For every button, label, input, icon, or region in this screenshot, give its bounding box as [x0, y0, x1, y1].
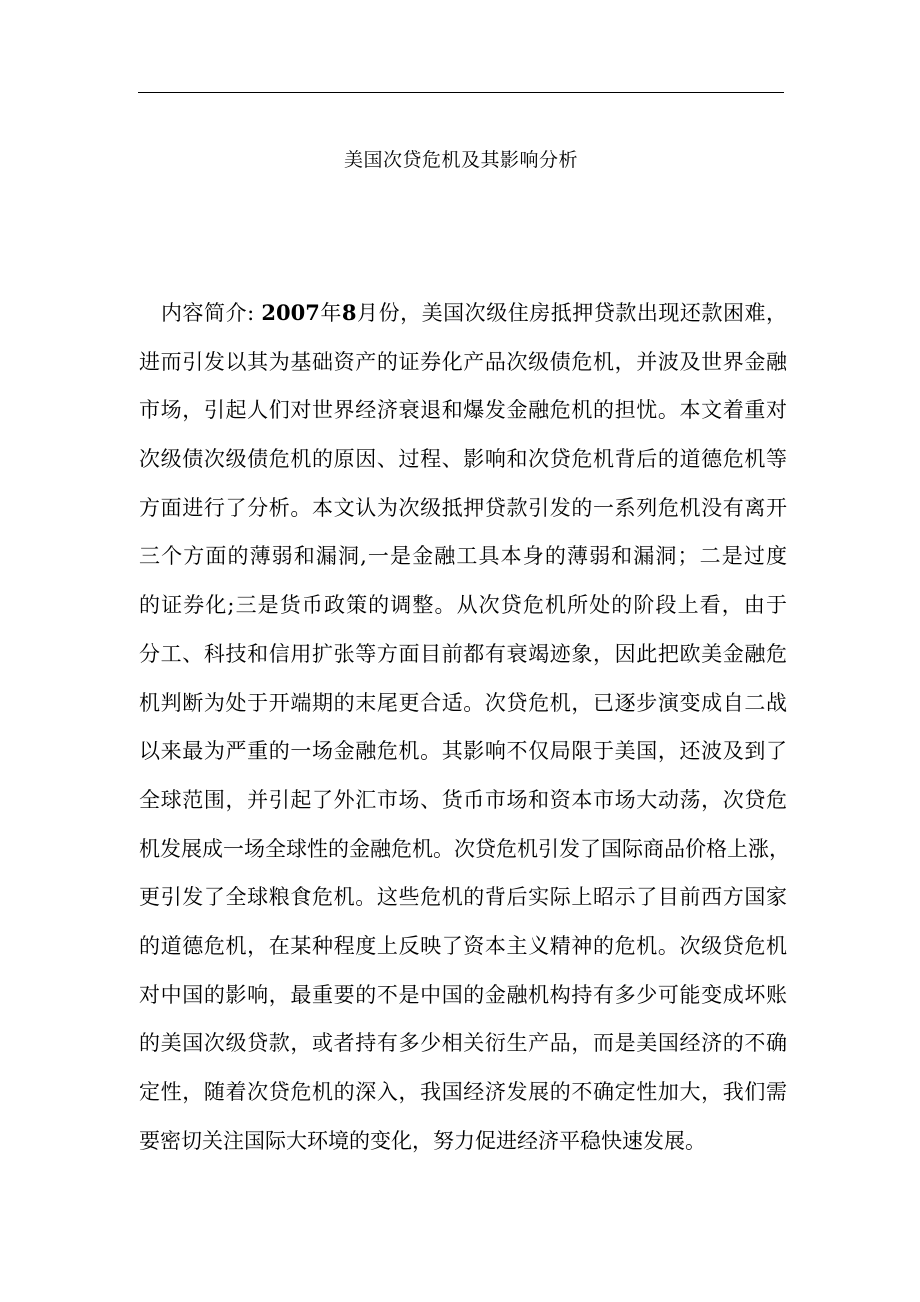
abstract-line: 全球范围，并引起了外汇市场、货币市场和资本市场大动荡，次贷危 [139, 787, 787, 812]
abstract-month: 8 [341, 300, 357, 325]
abstract-line: 分工、科技和信用扩张等方面目前都有衰竭迹象，因此把欧美金融危 [139, 641, 787, 666]
abstract-line [139, 294, 787, 332]
abstract-line: 对中国的影响，最重要的不是中国的金融机构持有多少可能变成坏账 [139, 982, 787, 1007]
abstract-line: 三个方面的薄弱和漏洞,一是金融工具本身的薄弱和漏洞；二是过度 [139, 544, 787, 569]
abstract-line: 的证券化;三是货币政策的调整。从次贷危机所处的阶段上看，由于 [139, 593, 787, 618]
abstract-first-line-rest: 月份，美国次级住房抵押贷款出现还款困难， [356, 301, 788, 325]
abstract-line: 的道德危机，在某种程度上反映了资本主义精神的危机。次级贷危机 [139, 933, 787, 958]
abstract-line: 的美国次级贷款，或者持有多少相关衍生产品，而是美国经济的不确 [139, 1031, 787, 1056]
abstract-line: 进而引发以其为基础资产的证券化产品次级债危机，并波及世界金融 [139, 349, 787, 374]
abstract-line: 次级债次级债危机的原因、过程、影响和次贷危机背后的道德危机等 [139, 447, 787, 472]
abstract-line: 更引发了全球粮食危机。这些危机的背后实际上昭示了目前西方国家 [139, 885, 787, 910]
page-title: 美国次贷危机及其影响分析 [343, 149, 578, 171]
abstract-line: 定性，随着次贷危机的深入，我国经济发展的不确定性加大，我们需 [139, 1080, 787, 1104]
abstract-line: 机判断为处于开端期的末尾更合适。次贷危机，已逐步演变成自二战 [139, 690, 787, 715]
abstract-year: 2007 [261, 300, 320, 325]
abstract-block [139, 294, 790, 1170]
abstract-line: 要密切关注国际大环境的变化，努力促进经济平稳快速发展。 [139, 1128, 706, 1153]
abstract-line: 市场，引起人们对世界经济衰退和爆发金融危机的担忧。本文着重对 [139, 398, 787, 423]
abstract-label: 内容简介: [161, 301, 255, 325]
abstract-line: 以来最为严重的一场金融危机。其影响不仅局限于美国，还波及到了 [139, 739, 787, 764]
abstract-line: 方面进行了分析。本文认为次级抵押贷款引发的一系列危机没有离开 [139, 495, 787, 520]
abstract-year-unit: 年 [319, 301, 342, 325]
abstract-line: 机发展成一场全球性的金融危机。次贷危机引发了国际商品价格上涨， [139, 836, 790, 861]
header-rule [138, 92, 784, 93]
